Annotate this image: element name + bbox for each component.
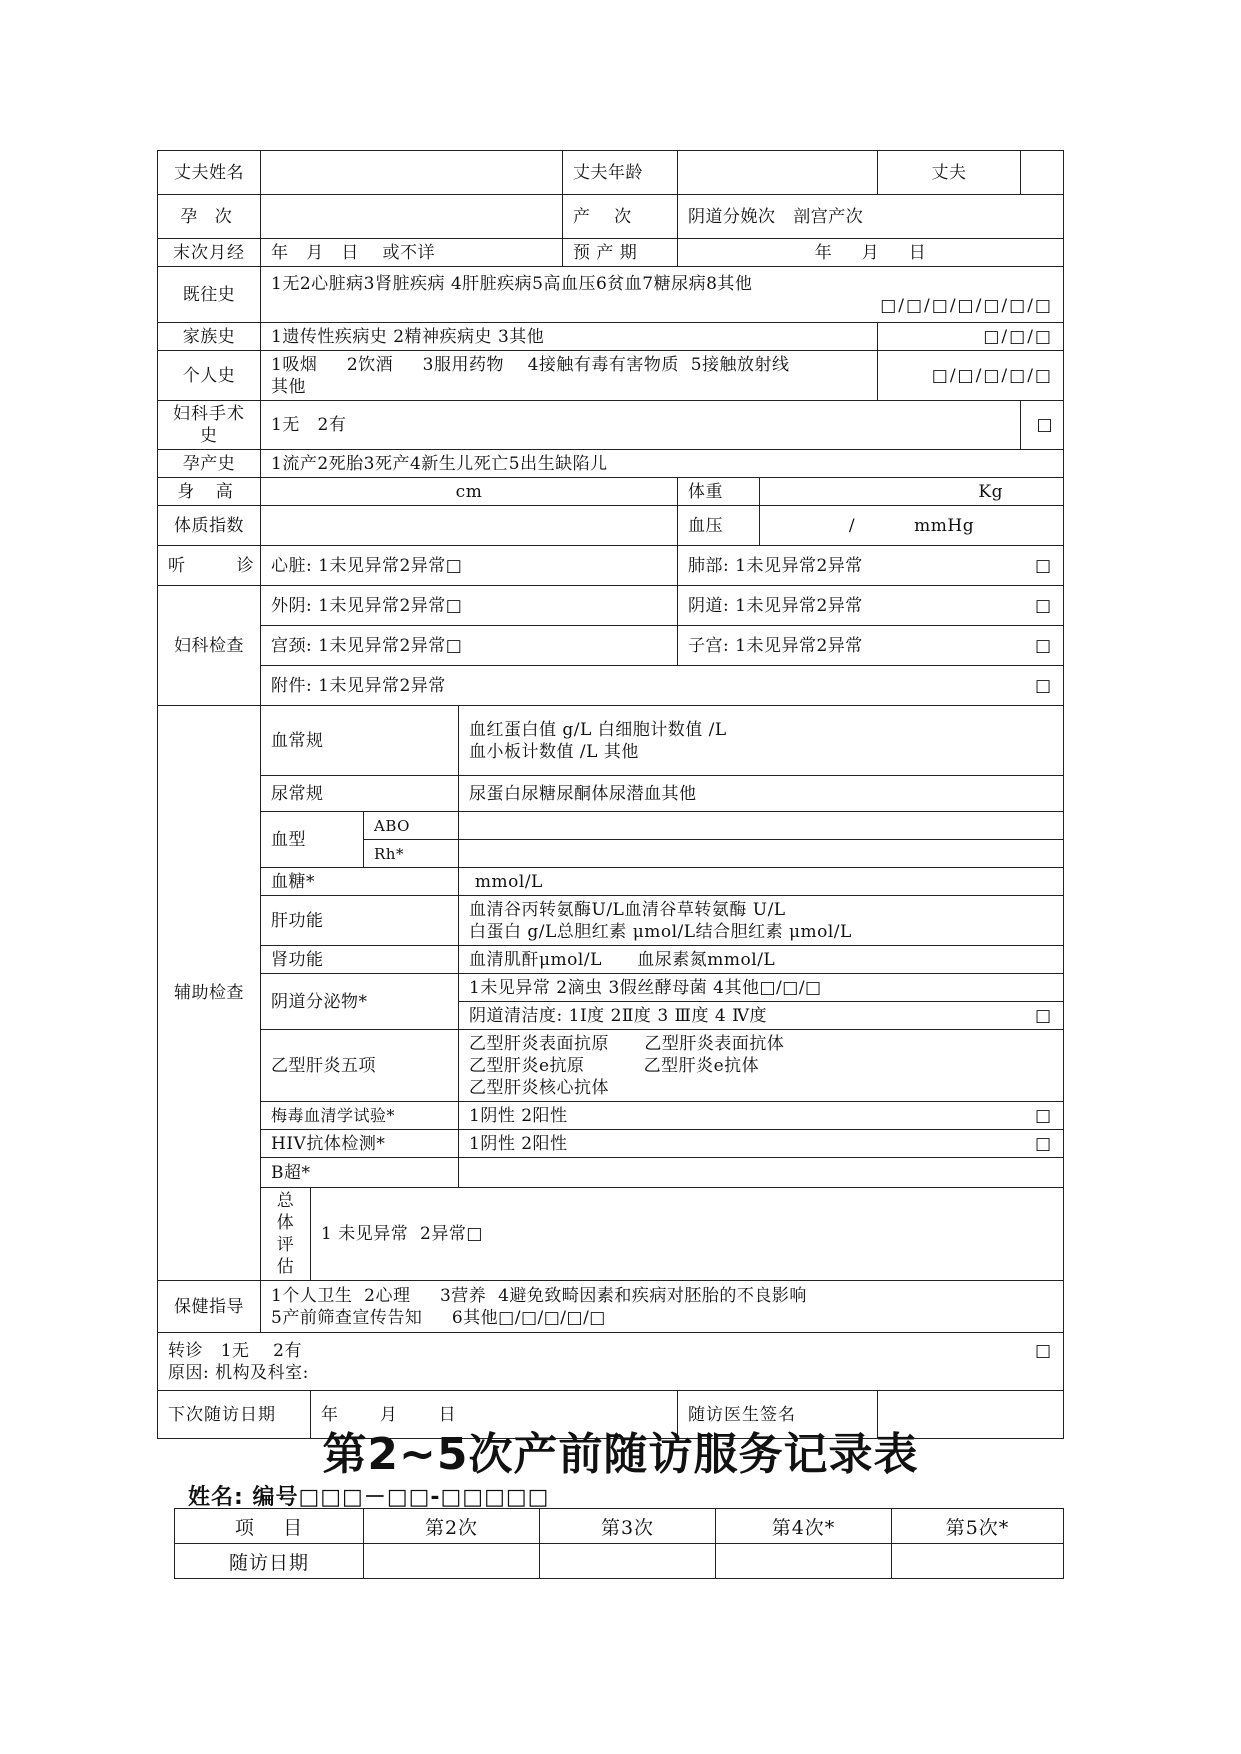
liver-function-line2: 白蛋白 g/L总胆红素 μmol/L结合胆红素 μmol/L xyxy=(469,921,852,942)
table-row xyxy=(158,1333,1064,1391)
table-row xyxy=(158,776,1064,812)
weight-label: 体重 xyxy=(678,478,760,506)
table-row xyxy=(158,239,1064,267)
hepb-line3: 乙型肝炎核心抗体 xyxy=(469,1077,609,1098)
table-row xyxy=(158,1030,1064,1102)
bp-label: 血压 xyxy=(678,506,760,546)
name-and-id-line[interactable]: 姓名: 编号□□□－□□-□□□□□ xyxy=(188,1485,550,1510)
abo-label: ABO xyxy=(364,812,459,840)
hepb-line1: 乙型肝炎表面抗原 乙型肝炎表面抗体 xyxy=(469,1033,785,1054)
table-row xyxy=(158,586,1064,626)
vagina-checkbox[interactable]: □ xyxy=(1034,595,1053,616)
syphilis-checkbox[interactable]: □ xyxy=(1034,1105,1053,1126)
table-row xyxy=(158,868,1064,896)
personal-history-cell xyxy=(261,351,878,401)
table-row xyxy=(158,506,1064,546)
gyn-surgery-options: 1无 2有 xyxy=(261,401,1021,450)
table-row xyxy=(158,478,1064,506)
gravida-field[interactable] xyxy=(261,195,563,239)
b-ultrasound-label: B超* xyxy=(261,1158,459,1188)
column-header: 第5次* xyxy=(892,1509,1064,1544)
kidney-function-value: 血清肌酐μmol/L 血尿素氮mmol/L xyxy=(459,946,1064,974)
lmp-label: 末次月经 xyxy=(158,239,261,267)
health-guidance-cell xyxy=(261,1281,1064,1333)
personal-history-other: 其他 xyxy=(271,376,306,397)
table-row xyxy=(158,974,1064,1002)
table-row xyxy=(158,1281,1064,1333)
table-row xyxy=(158,626,1064,666)
personal-history-label: 个人史 xyxy=(158,351,261,401)
health-guidance-line1: 1个人卫生 2心理 3营养 4避免致畸因素和疾病对胚胎的不良影响 xyxy=(271,1285,807,1306)
gravida-label: 孕 次 xyxy=(158,195,261,239)
hepb-cell xyxy=(459,1030,1064,1102)
vaginal-cleanliness xyxy=(459,1002,1064,1030)
rh-label: Rh* xyxy=(364,840,459,868)
column-header: 第2次 xyxy=(364,1509,540,1544)
vaginal-secretion-label: 阴道分泌物* xyxy=(261,974,459,1030)
health-guidance-label: 保健指导 xyxy=(158,1281,261,1333)
kidney-function-label: 肾功能 xyxy=(261,946,459,974)
auscultation-label: 听 诊 xyxy=(158,546,261,586)
past-history-label: 既往史 xyxy=(158,267,261,323)
heart-exam[interactable]: 心脏: 1未见异常2异常□ xyxy=(261,546,678,586)
parity-label: 产 次 xyxy=(563,195,678,239)
table-row xyxy=(158,351,1064,401)
table-row xyxy=(158,1188,1064,1281)
column-header: 第3次 xyxy=(540,1509,716,1544)
delivery-text: 阴道分娩次 剖宫产次 xyxy=(678,195,1064,239)
hiv-checkbox[interactable]: □ xyxy=(1034,1133,1053,1154)
husband-field[interactable] xyxy=(1021,151,1064,195)
blood-routine-label: 血常规 xyxy=(261,706,459,776)
hiv-options: 1阴性 2阳性 xyxy=(469,1133,568,1154)
hiv-cell xyxy=(459,1130,1064,1158)
visit-date-field[interactable] xyxy=(716,1544,892,1579)
husband-name-field[interactable] xyxy=(261,151,563,195)
vagina-exam xyxy=(678,586,1064,626)
past-history-options: 1无2心脏病3肾脏疾病 4肝脏疾病5高血压6贫血7糖尿病8其他 xyxy=(271,273,753,294)
b-ultrasound-field[interactable] xyxy=(459,1158,1064,1188)
table-row xyxy=(158,812,1064,840)
lung-checkbox[interactable]: □ xyxy=(1034,555,1053,576)
table-row xyxy=(158,151,1064,195)
doctor-signature-label: 随访医生签名 xyxy=(678,1391,878,1439)
husband-age-label: 丈夫年龄 xyxy=(563,151,678,195)
referral-options: 转诊 1无 2有 xyxy=(168,1340,302,1361)
lmp-value: 年 月 日 或不详 xyxy=(261,239,563,267)
column-header: 项 目 xyxy=(175,1509,364,1544)
due-date-value: 年 月 日 xyxy=(678,239,1064,267)
blood-type-label: 血型 xyxy=(261,812,364,868)
vaginal-cleanliness-checkbox[interactable]: □ xyxy=(1034,1005,1053,1026)
table-row xyxy=(158,267,1064,323)
family-history-options: 1遗传性疾病史 2精神疾病史 3其他 xyxy=(261,323,878,351)
past-history-checkboxes[interactable]: □/□/□/□/□/□/□ xyxy=(880,295,1053,316)
hepb-label: 乙型肝炎五项 xyxy=(261,1030,459,1102)
height-label: 身 高 xyxy=(158,478,261,506)
table-row xyxy=(175,1509,1064,1544)
health-guidance-line2[interactable]: 5产前筛查宣传告知 6其他□/□/□/□/□ xyxy=(271,1307,606,1328)
aux-exam-label: 辅助检查 xyxy=(158,706,261,1281)
overall-assessment-options[interactable]: 1 未见异常 2异常□ xyxy=(311,1188,1064,1281)
uterus-exam-text: 子宫: 1未见异常2异常 xyxy=(688,635,863,656)
blood-routine-line1: 血红蛋白值 g/L 白细胞计数值 /L xyxy=(469,719,727,740)
table-row xyxy=(158,666,1064,706)
blood-routine-cell xyxy=(459,706,1064,776)
abo-field[interactable] xyxy=(459,812,1064,840)
personal-history-checkboxes[interactable]: □/□/□/□/□ xyxy=(878,351,1064,401)
husband-label: 丈夫 xyxy=(878,151,1021,195)
table-row xyxy=(158,401,1064,450)
adnexa-exam-text: 附件: 1未见异常2异常 xyxy=(271,675,446,696)
hiv-label: HIV抗体检测* xyxy=(261,1130,459,1158)
uterus-checkbox[interactable]: □ xyxy=(1034,635,1053,656)
rh-field[interactable] xyxy=(459,840,1064,868)
husband-name-label: 丈夫姓名 xyxy=(158,151,261,195)
syphilis-cell xyxy=(459,1102,1064,1130)
table-row xyxy=(158,546,1064,586)
uterus-exam xyxy=(678,626,1064,666)
family-history-label: 家族史 xyxy=(158,323,261,351)
next-visit-date[interactable]: 年 月 日 xyxy=(311,1391,678,1439)
bmi-field[interactable] xyxy=(261,506,678,546)
personal-history-options: 1吸烟 2饮酒 3服用药物 4接触有毒有害物质 5接触放射线 xyxy=(271,354,790,375)
page-title: 第2~5次产前随访服务记录表 xyxy=(322,1429,919,1480)
weight-field[interactable]: Kg xyxy=(760,478,1064,506)
bp-field[interactable]: / mmHg xyxy=(760,506,1064,546)
hepb-line2: 乙型肝炎e抗原 乙型肝炎e抗体 xyxy=(469,1055,760,1076)
husband-age-field[interactable] xyxy=(678,151,878,195)
table-row xyxy=(158,946,1064,974)
referral-checkbox[interactable]: □ xyxy=(1034,1340,1053,1361)
vagina-exam-text: 阴道: 1未见异常2异常 xyxy=(688,595,863,616)
lung-exam xyxy=(678,546,1064,586)
table-row xyxy=(158,450,1064,478)
syphilis-label: 梅毒血清学试验* xyxy=(261,1102,459,1130)
table-row xyxy=(158,896,1064,946)
gyn-exam-label: 妇科检查 xyxy=(158,586,261,706)
vaginal-secretion-options[interactable]: 1未见异常 2滴虫 3假丝酵母菌 4其他□/□/□ xyxy=(459,974,1064,1002)
adnexa-exam xyxy=(261,666,1064,706)
table-row xyxy=(158,323,1064,351)
referral-cell xyxy=(158,1333,1064,1391)
cervix-exam[interactable]: 宫颈: 1未见异常2异常□ xyxy=(261,626,678,666)
family-history-checkboxes[interactable]: □/□/□ xyxy=(878,323,1064,351)
next-visit-label: 下次随访日期 xyxy=(158,1391,311,1439)
table-row xyxy=(158,706,1064,776)
height-field[interactable]: cm xyxy=(261,478,678,506)
lung-exam-text: 肺部: 1未见异常2异常 xyxy=(688,555,863,576)
visit-date-field[interactable] xyxy=(892,1544,1064,1579)
past-history-cell xyxy=(261,267,1064,323)
table-row xyxy=(158,1102,1064,1130)
visit-date-field[interactable] xyxy=(364,1544,540,1579)
gyn-surgery-checkbox[interactable]: □ xyxy=(1021,401,1064,450)
liver-function-label: 肝功能 xyxy=(261,896,459,946)
liver-function-cell xyxy=(459,896,1064,946)
urine-routine-label: 尿常规 xyxy=(261,776,459,812)
blood-sugar-label: 血糖* xyxy=(261,868,459,896)
adnexa-checkbox[interactable]: □ xyxy=(1034,675,1053,696)
blood-routine-line2: 血小板计数值 /L 其他 xyxy=(469,741,639,762)
referral-reason: 原因: 机构及科室: xyxy=(168,1362,309,1383)
column-header: 第4次* xyxy=(716,1509,892,1544)
table-row xyxy=(158,1158,1064,1188)
urine-routine-value: 尿蛋白尿糖尿酮体尿潜血其他 xyxy=(459,776,1064,812)
table-row xyxy=(158,195,1064,239)
visit-date-field[interactable] xyxy=(540,1544,716,1579)
followup-visits-table xyxy=(174,1508,1064,1579)
liver-function-line1: 血清谷丙转氨酶U/L血清谷草转氨酶 U/L xyxy=(469,899,786,920)
vulva-exam[interactable]: 外阴: 1未见异常2异常□ xyxy=(261,586,678,626)
obstetric-history-options: 1流产2死胎3死产4新生儿死亡5出生缺陷儿 xyxy=(261,450,1064,478)
gyn-surgery-label: 妇科手术史 xyxy=(158,401,261,450)
first-visit-form-table xyxy=(157,150,1064,1439)
syphilis-options: 1阴性 2阳性 xyxy=(469,1105,568,1126)
bmi-label: 体质指数 xyxy=(158,506,261,546)
obstetric-history-label: 孕产史 xyxy=(158,450,261,478)
table-row xyxy=(175,1544,1064,1579)
vaginal-cleanliness-text: 阴道清洁度: 1Ⅰ度 2Ⅱ度 3 Ⅲ度 4 Ⅳ度 xyxy=(469,1005,768,1026)
visit-date-label: 随访日期 xyxy=(175,1544,364,1579)
overall-assessment-label: 总体评估 xyxy=(261,1188,311,1281)
due-date-label: 预 产 期 xyxy=(563,239,678,267)
table-row xyxy=(158,1130,1064,1158)
blood-sugar-field[interactable]: mmol/L xyxy=(459,868,1064,896)
